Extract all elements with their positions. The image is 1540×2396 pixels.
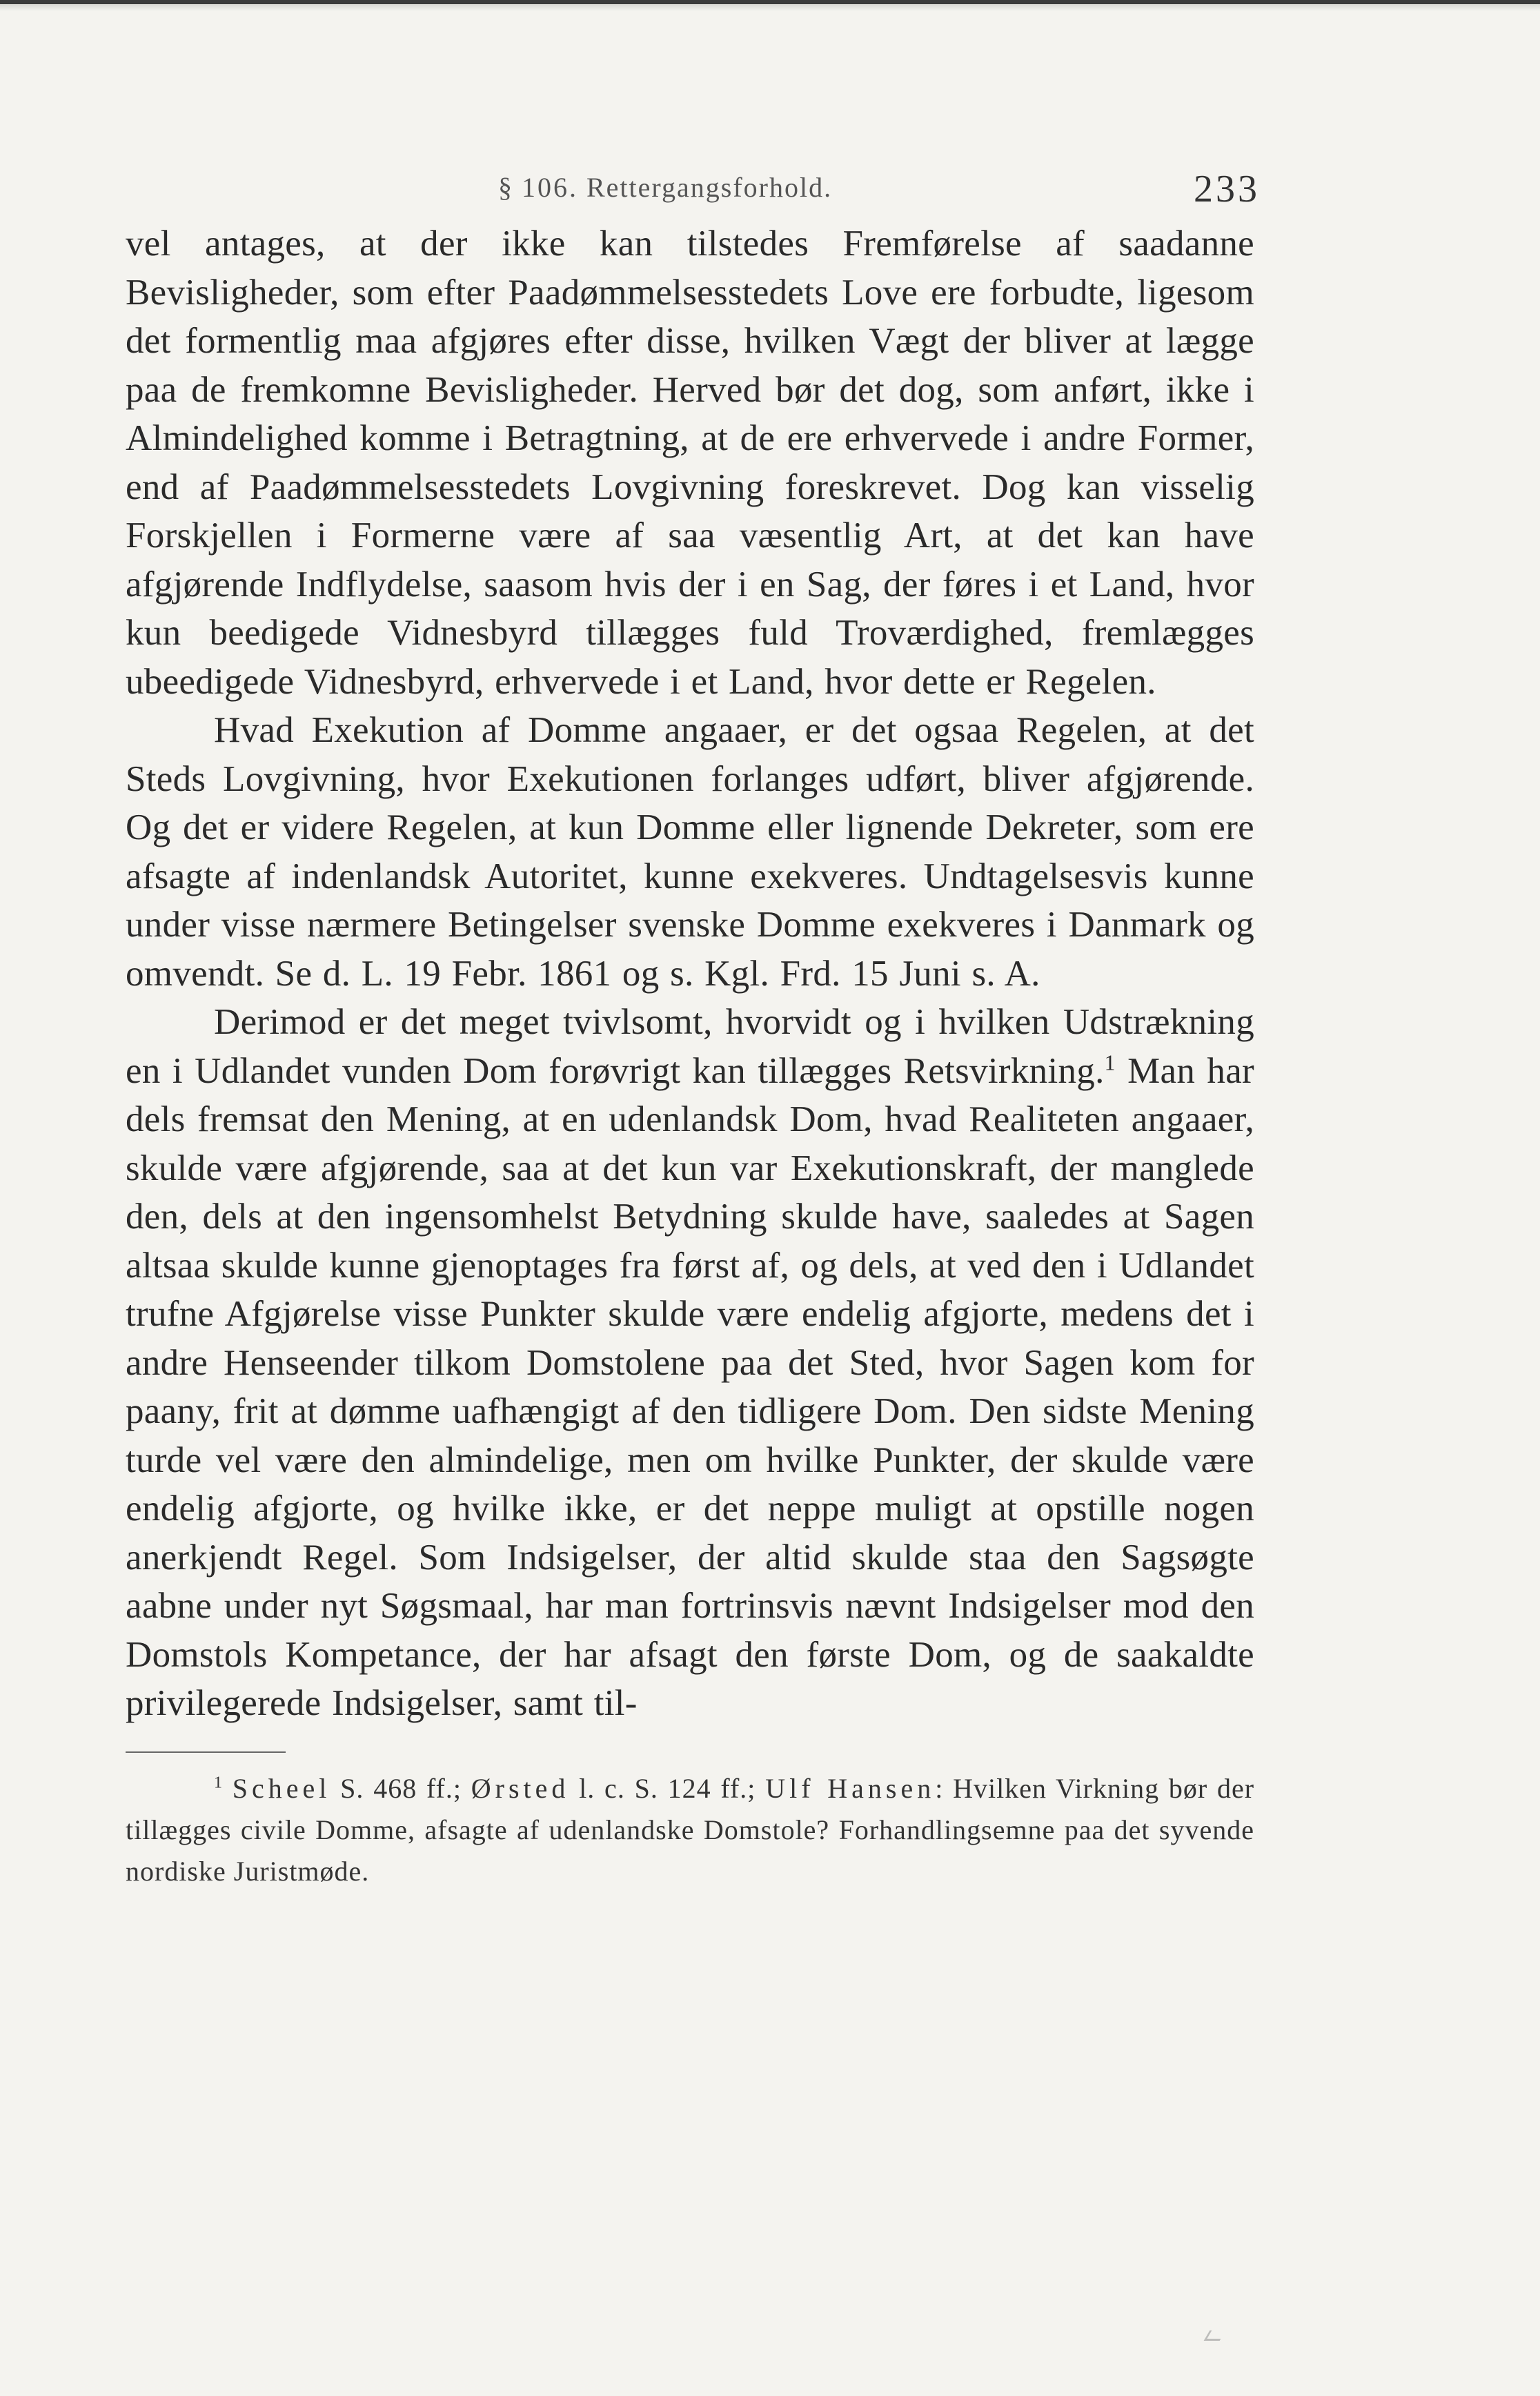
page-number: 233 bbox=[1194, 168, 1260, 210]
section-symbol: § bbox=[498, 172, 513, 203]
paragraph-3-text-after-note: Man har dels fremsat den Mening, at en udenlandsk Dom, hvad Realiteten angaaer, skulde være afgjørende, saa at det kun var Exekutionskraft, der manglede den, dels at den ingensomhelst Betydning skulde have, saaledes at Sagen altsaa skulde kunne gjenoptages fra først af, og dels, at ved den i Udlandet trufne Afgjørelse visse Punkter skulde være endelig afgjorte, medens det i andre Henseender tilkom Domstolene paa det Sted, hvor Sagen kom for paany, frit at dømme uafhængigt af den tidligere Dom. Den sidste Mening turde vel være den almindelige, men om hvilke Punkter, der skulde være endelig afgjorte, og hvilke ikke, er det neppe muligt at opstille nogen anerkjendt Regel. Som Indsigelser, der altid skulde staa den Sagsøgte aabne under nyt Søgsmaal, har man fortrinsvis nævnt Indsigelser mod den Domstols Kompetance, der har afsagt den første Dom, og de saakaldte privilegerede Indsigelser, samt til- bbox=[126, 1050, 1254, 1723]
section-number: 106. bbox=[522, 172, 578, 203]
footnote-author-hansen: Ulf Hansen bbox=[765, 1772, 936, 1804]
paragraph-1: vel antages, at der ikke kan tilstedes Fremførelse af saadanne Bevisligheder, som efter Paadømmelsesstedets Love ere forbudte, ligesom det formentlig maa afgjøres efter disse, hvilken Vægt der bliver at lægge paa de fremkomne Bevisligheder. Herved bør det dog, som anført, ikke i Almindelighed komme i Betragtning, at de ere erhvervede i andre Former, end af Paadømmelsesstedets Lovgivning foreskrevet. Dog kan visselig Forskjellen i Formerne være af saa væsentlig Art, at det kan have afgjørende Indflydelse, saasom hvis der i en Sag, der føres i et Land, hvor kun beedigede Vidnesbyrd tillægges fuld Troværdighed, fremlægges ubeedigede Vidnesbyrd, erhvervede i et Land, hvor dette er Regelen. bbox=[126, 224, 1254, 702]
footnote-mark: 1 bbox=[214, 1774, 223, 1792]
paragraph-3 bbox=[126, 998, 1254, 1728]
paragraph-2: Hvad Exekution af Domme angaaer, er det ogsaa Regelen, at det Steds Lovgivning, hvor Exekutionen forlanges udført, bliver afgjørende. Og det er videre Regelen, at kun Domme eller lignende Dekreter, som ere afsagte af indenlandsk Autoritet, kunne exekveres. Undtagelsesvis kunne under visse nærmere Betingelser svenske Domme exekveres i Danmark og omvendt. Se d. L. 19 Febr. 1861 og s. Kgl. Frd. 15 Juni s. A. bbox=[126, 710, 1254, 994]
book-page bbox=[126, 159, 1260, 1892]
section-heading bbox=[498, 171, 832, 204]
footnote-reference-2: l. c. S. 124 ff.; bbox=[569, 1772, 766, 1804]
footnote bbox=[126, 1768, 1254, 1892]
section-title-text: Rettergangsforhold. bbox=[586, 172, 833, 203]
footnote-reference-mark[interactable]: 1 bbox=[1104, 1050, 1116, 1074]
running-head bbox=[126, 159, 1260, 214]
footnote-remainder: : Hvilken Virkning bør der tillægges civile Domme, afsagte af udenlandske Domstole? Forhandlingsemne paa det syvende nordiske Juristmøde. bbox=[126, 1772, 1255, 1887]
scan-top-shadow bbox=[0, 4, 1540, 11]
footnote-author-scheel: Scheel bbox=[232, 1772, 331, 1804]
scan-corner-mark bbox=[1204, 2330, 1226, 2341]
footnote-author-orsted: Ørsted bbox=[471, 1772, 570, 1804]
body-text bbox=[126, 219, 1254, 1728]
footnote-divider bbox=[126, 1751, 286, 1753]
footnote-reference-1: S. 468 ff.; bbox=[330, 1772, 471, 1804]
paragraph-3-text-before-note: Derimod er det meget tvivlsomt, hvorvidt og i hvilken Udstrækning en i Udlandet vunden Dom forøvrigt kan tillægges Retsvirkning. bbox=[126, 1002, 1254, 1091]
